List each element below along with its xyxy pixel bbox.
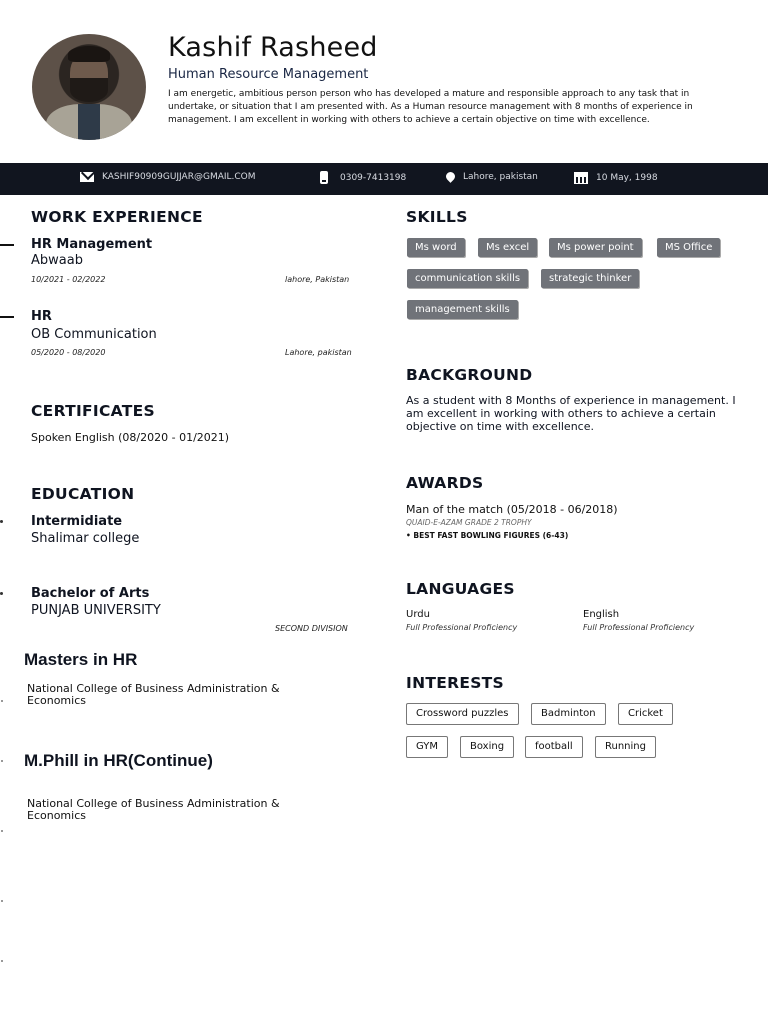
interest-tag: Running	[595, 736, 656, 758]
masters-school: National College of Business Administration & Economics	[27, 682, 280, 707]
timeline-dot	[0, 520, 3, 523]
skill-tag: management skills	[407, 300, 518, 319]
margin-mark	[1, 960, 3, 962]
skill-tag: Ms excel	[478, 238, 537, 257]
certificates-title: CERTIFICATES	[31, 402, 155, 420]
education-degree: Intermidiate	[31, 514, 123, 529]
interest-tag: football	[525, 736, 583, 758]
profile-photo	[32, 34, 146, 140]
language-level: Full Professional Proficiency	[406, 623, 518, 632]
contact-email[interactable]	[80, 172, 256, 182]
interest-tag: GYM	[406, 736, 448, 758]
margin-mark	[1, 700, 3, 702]
awards-title: AWARDS	[406, 474, 484, 492]
mphil-title: M.Phill in HR(Continue)	[24, 751, 213, 770]
contact-dob	[574, 172, 658, 184]
interests-title: INTERESTS	[406, 674, 505, 692]
margin-mark	[1, 900, 3, 902]
job-company: Abwaab	[31, 253, 83, 268]
calendar-icon	[574, 172, 588, 184]
interest-tag: Cricket	[618, 703, 673, 725]
job-title: HR	[31, 309, 52, 324]
job-date: 05/2020 - 08/2020	[31, 348, 106, 357]
contact-location	[446, 172, 538, 182]
contact-bar	[0, 163, 768, 195]
skill-tag: communication skills	[407, 269, 528, 288]
interest-tag: Badminton	[531, 703, 606, 725]
resume-header	[0, 0, 768, 160]
mphil-school: National College of Business Administration & Economics	[27, 797, 280, 822]
education-school: Shalimar college	[31, 531, 140, 546]
interest-tag: Crossword puzzles	[406, 703, 519, 725]
location-pin-icon	[444, 170, 457, 183]
skill-tag: strategic thinker	[541, 269, 639, 288]
education-title: EDUCATION	[31, 485, 135, 503]
timeline-marker	[0, 316, 14, 318]
person-bio: I am energetic, ambitious person person who has developed a mature and responsible approach to any task that in undertake, or situation that I am presented with. As a Human resource management with 8 months of experience in management. I am excellent in working with others to achieve a certain objective on time with excellence.	[168, 89, 693, 125]
phone-icon	[320, 171, 328, 184]
skill-tag: Ms power point	[549, 238, 642, 257]
margin-mark	[1, 830, 3, 832]
job-company: OB Communication	[31, 327, 157, 342]
contact-phone[interactable]	[320, 171, 406, 184]
person-name: Kashif Rasheed	[168, 32, 378, 63]
contact-phone-text: 0309-7413198	[340, 172, 407, 183]
person-role: Human Resource Management	[168, 67, 369, 82]
languages-title: LANGUAGES	[406, 580, 515, 598]
award-name: Man of the match (05/2018 - 06/2018)	[406, 503, 618, 516]
language-name: Urdu	[406, 609, 430, 620]
margin-mark	[1, 760, 3, 762]
work-experience-title: WORK EXPERIENCE	[31, 208, 203, 226]
education-degree: Bachelor of Arts	[31, 586, 150, 601]
timeline-marker	[0, 244, 14, 246]
background-text: As a student with 8 Months of experience in management. I am excellent in working with others to achieve a certain objective on time with excellence.	[406, 394, 736, 433]
skill-tag: MS Office	[657, 238, 720, 257]
job-date: 10/2021 - 02/2022	[31, 275, 106, 284]
award-bullet-text: BEST FAST BOWLING FIGURES (6-43)	[413, 531, 569, 540]
interest-tag: Boxing	[460, 736, 514, 758]
certificate-item: Spoken English (08/2020 - 01/2021)	[31, 431, 230, 444]
background-title: BACKGROUND	[406, 366, 533, 384]
masters-title: Masters in HR	[24, 650, 138, 669]
job-location: Lahore, pakistan	[285, 348, 352, 357]
contact-email-text: KASHIF90909GUJJAR@GMAIL.COM	[102, 172, 256, 182]
education-note: SECOND DIVISION	[275, 624, 348, 633]
job-title: HR Management	[31, 237, 153, 252]
skills-title: SKILLS	[406, 208, 468, 226]
timeline-dot	[0, 592, 3, 595]
education-school: PUNJAB UNIVERSITY	[31, 603, 161, 618]
language-level: Full Professional Proficiency	[583, 623, 695, 632]
contact-location-text: Lahore, pakistan	[463, 172, 538, 182]
award-subtitle: QUAID-E-AZAM GRADE 2 TROPHY	[406, 518, 532, 527]
contact-dob-text: 10 May, 1998	[596, 173, 658, 183]
skill-tag: Ms word	[407, 238, 465, 257]
mail-icon	[80, 172, 94, 182]
job-location: lahore, Pakistan	[285, 275, 350, 284]
language-name: English	[583, 609, 620, 620]
award-bullet: • BEST FAST BOWLING FIGURES (6-43)	[406, 531, 569, 540]
